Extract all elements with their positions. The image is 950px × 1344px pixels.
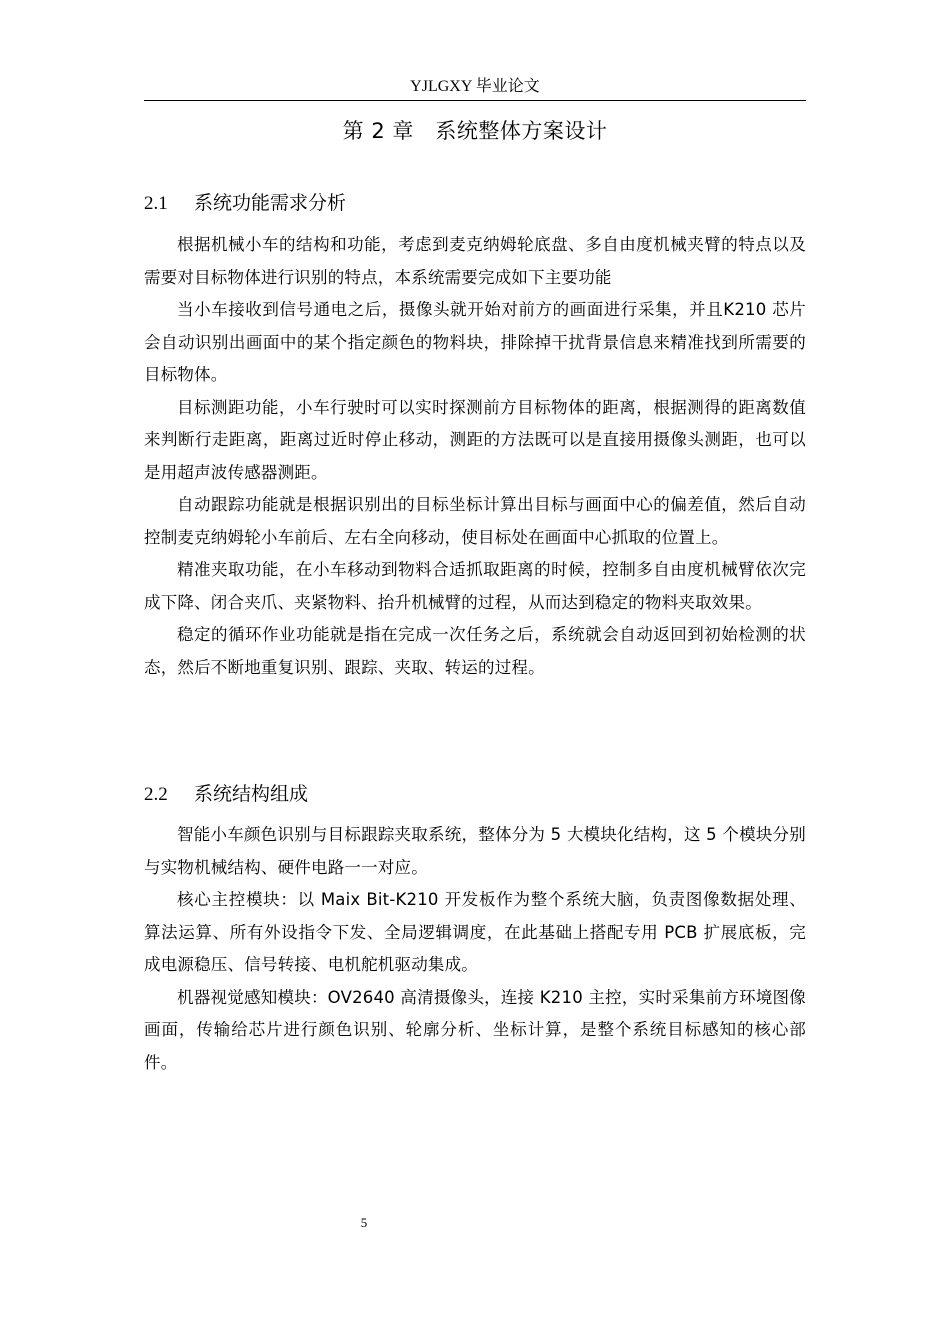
section-body-2-1 bbox=[144, 229, 806, 684]
section-number: 2.1 bbox=[144, 193, 168, 214]
section-body-2-2 bbox=[144, 819, 806, 1079]
section-title: 系统结构组成 bbox=[194, 783, 309, 805]
paragraph: 根据机械小车的结构和功能，考虑到麦克纳姆轮底盘、多自由度机械夹臂的特点以及需要对目标物体进行识别的特点，本系统需要完成如下主要功能 bbox=[144, 235, 806, 287]
section-number: 2.2 bbox=[144, 784, 168, 805]
section-heading-2-1 bbox=[144, 189, 346, 218]
paragraph: 精准夹取功能，在小车移动到物料合适抓取距离的时候，控制多自由度机械臂依次完成下降、闭合夹爪、夹紧物料、抬升机械臂的过程，从而达到稳定的物料夹取效果。 bbox=[144, 560, 806, 612]
chapter-title: 第 2 章 系统整体方案设计 bbox=[342, 119, 608, 143]
paragraph: 核心主控模块：以 Maix Bit-K210 开发板作为整个系统大脑，负责图像数据处理、算法运算、所有外设指令下发、全局逻辑调度，在此基础上搭配专用 PCB 扩展底板，完成电源稳压、信号转接、电机舵机驱动集成。 bbox=[144, 890, 806, 974]
running-header: YJLGXY 毕业论文 bbox=[410, 78, 540, 95]
paragraph: 自动跟踪功能就是根据识别出的目标坐标计算出目标与画面中心的偏差值，然后自动控制麦克纳姆轮小车前后、左右全向移动，使目标处在画面中心抓取的位置上。 bbox=[144, 495, 806, 547]
header-rule bbox=[144, 100, 806, 101]
section-heading-2-2 bbox=[144, 780, 308, 809]
page-number: 5 bbox=[360, 1215, 368, 1230]
paragraph: 目标测距功能，小车行驶时可以实时探测前方目标物体的距离，根据测得的距离数值来判断行走距离，距离过近时停止移动，测距的方法既可以是直接用摄像头测距，也可以是用超声波传感器测距。 bbox=[144, 397, 806, 482]
paragraph: 智能小车颜色识别与目标跟踪夹取系统，整体分为 5 大模块化结构，这 5 个模块分别与实物机械结构、硬件电路一一对应。 bbox=[144, 825, 806, 877]
paragraph: 当小车接收到信号通电之后，摄像头就开始对前方的画面进行采集，并且K210 芯片会自动识别出画面中的某个指定颜色的物料块，排除掉干扰背景信息来精准找到所需要的目标物体。 bbox=[144, 300, 806, 384]
paragraph: 稳定的循环作业功能就是指在完成一次任务之后，系统就会自动返回到初始检测的状态，然后不断地重复识别、跟踪、夹取、转运的过程。 bbox=[144, 625, 806, 677]
section-title: 系统功能需求分析 bbox=[194, 192, 347, 214]
paragraph: 机器视觉感知模块：OV2640 高清摄像头，连接 K210 主控，实时采集前方环境图像画面，传输给芯片进行颜色识别、轮廓分析、坐标计算，是整个系统目标感知的核心部件。 bbox=[144, 987, 806, 1072]
